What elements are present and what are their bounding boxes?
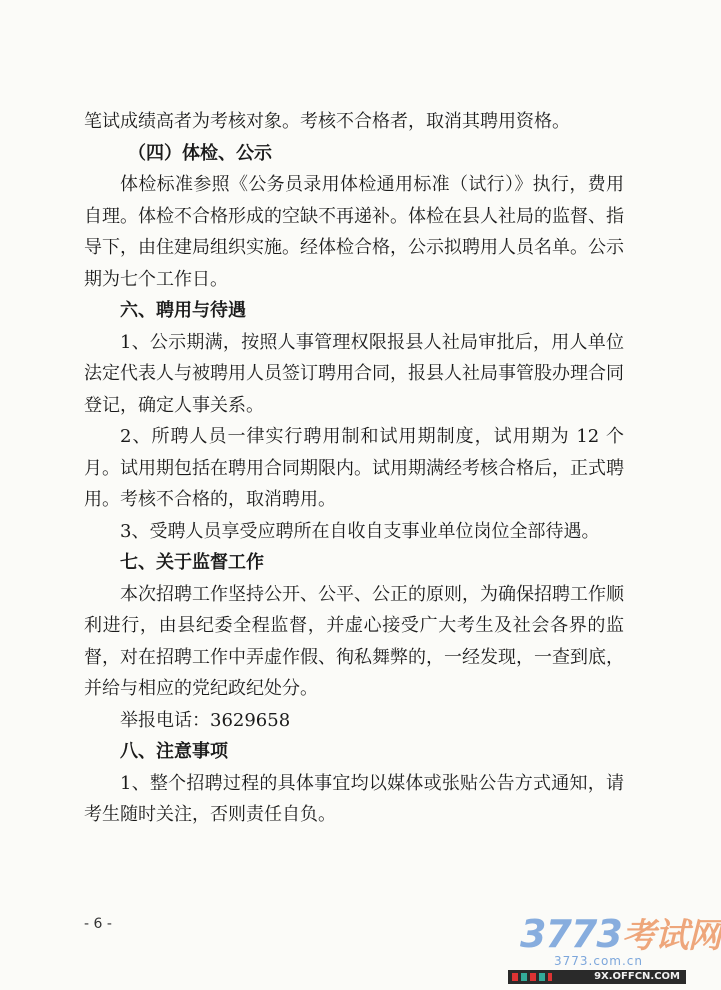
heading-supervision: 七、关于监督工作 xyxy=(120,552,264,573)
watermark-logo-cn: 考试网 xyxy=(621,916,721,956)
paragraph-physical-exam: 体检标准参照《公务员录用体检通用标准（试行）》执行，费用自理。体检不合格形成的空缺不再递补。体检在县人社局的监督、指导下，由住建局组织实施。经体检合格，公示拟聘用人员名单。公示期为七个工作日。 xyxy=(84,174,624,290)
watermark-bar-dots xyxy=(512,973,552,981)
watermark-bar xyxy=(508,970,686,984)
heading-notes: 八、注意事项 xyxy=(120,741,228,762)
watermark-bar-url: 9X.OFFCN.COM xyxy=(594,971,680,982)
heading-physical-exam: （四）体检、公示 xyxy=(128,142,272,164)
paragraph-employment-1: 1、公示期满，按照人事管理权限报县人社局审批后，用人单位法定代表人与被聘用人员签订聘用合同，报县人社局事管股办理合同登记，确定人事关系。 xyxy=(84,331,624,416)
watermark-logo-text xyxy=(520,908,721,957)
document-body xyxy=(84,106,624,831)
report-phone: 举报电话：3629658 xyxy=(120,709,291,731)
paragraph-employment-2: 2、所聘人员一律实行聘用制和试用期制度，试用期为 12 个月。试用期包括在聘用合同期限内。试用期满经考核合格后，正式聘用。考核不合格的，取消聘用。 xyxy=(84,426,624,510)
paragraph-continuation: 笔试成绩高者为考核对象。考核不合格者，取消其聘用资格。 xyxy=(84,111,570,132)
watermark-url: 3773.com.cn xyxy=(554,954,643,968)
page-number: - 6 - xyxy=(84,916,112,932)
heading-employment: 六、聘用与待遇 xyxy=(120,300,246,321)
watermark-logo-num: 3773 xyxy=(520,912,622,956)
paragraph-notes-1: 1、整个招聘过程的具体事宜均以媒体或张贴公告方式通知，请考生随时关注，否则责任自负。 xyxy=(84,772,624,825)
watermark-logo xyxy=(508,908,721,984)
paragraph-supervision: 本次招聘工作坚持公开、公平、公正的原则，为确保招聘工作顺利进行，由县纪委全程监督，并虚心接受广大考生及社会各界的监督，对在招聘工作中弄虚作假、徇私舞弊的，一经发现，一查到底，并给与相应的党纪政纪处分。 xyxy=(84,583,624,699)
paragraph-employment-3: 3、受聘人员享受应聘所在自收自支事业单位岗位全部待遇。 xyxy=(120,520,600,542)
